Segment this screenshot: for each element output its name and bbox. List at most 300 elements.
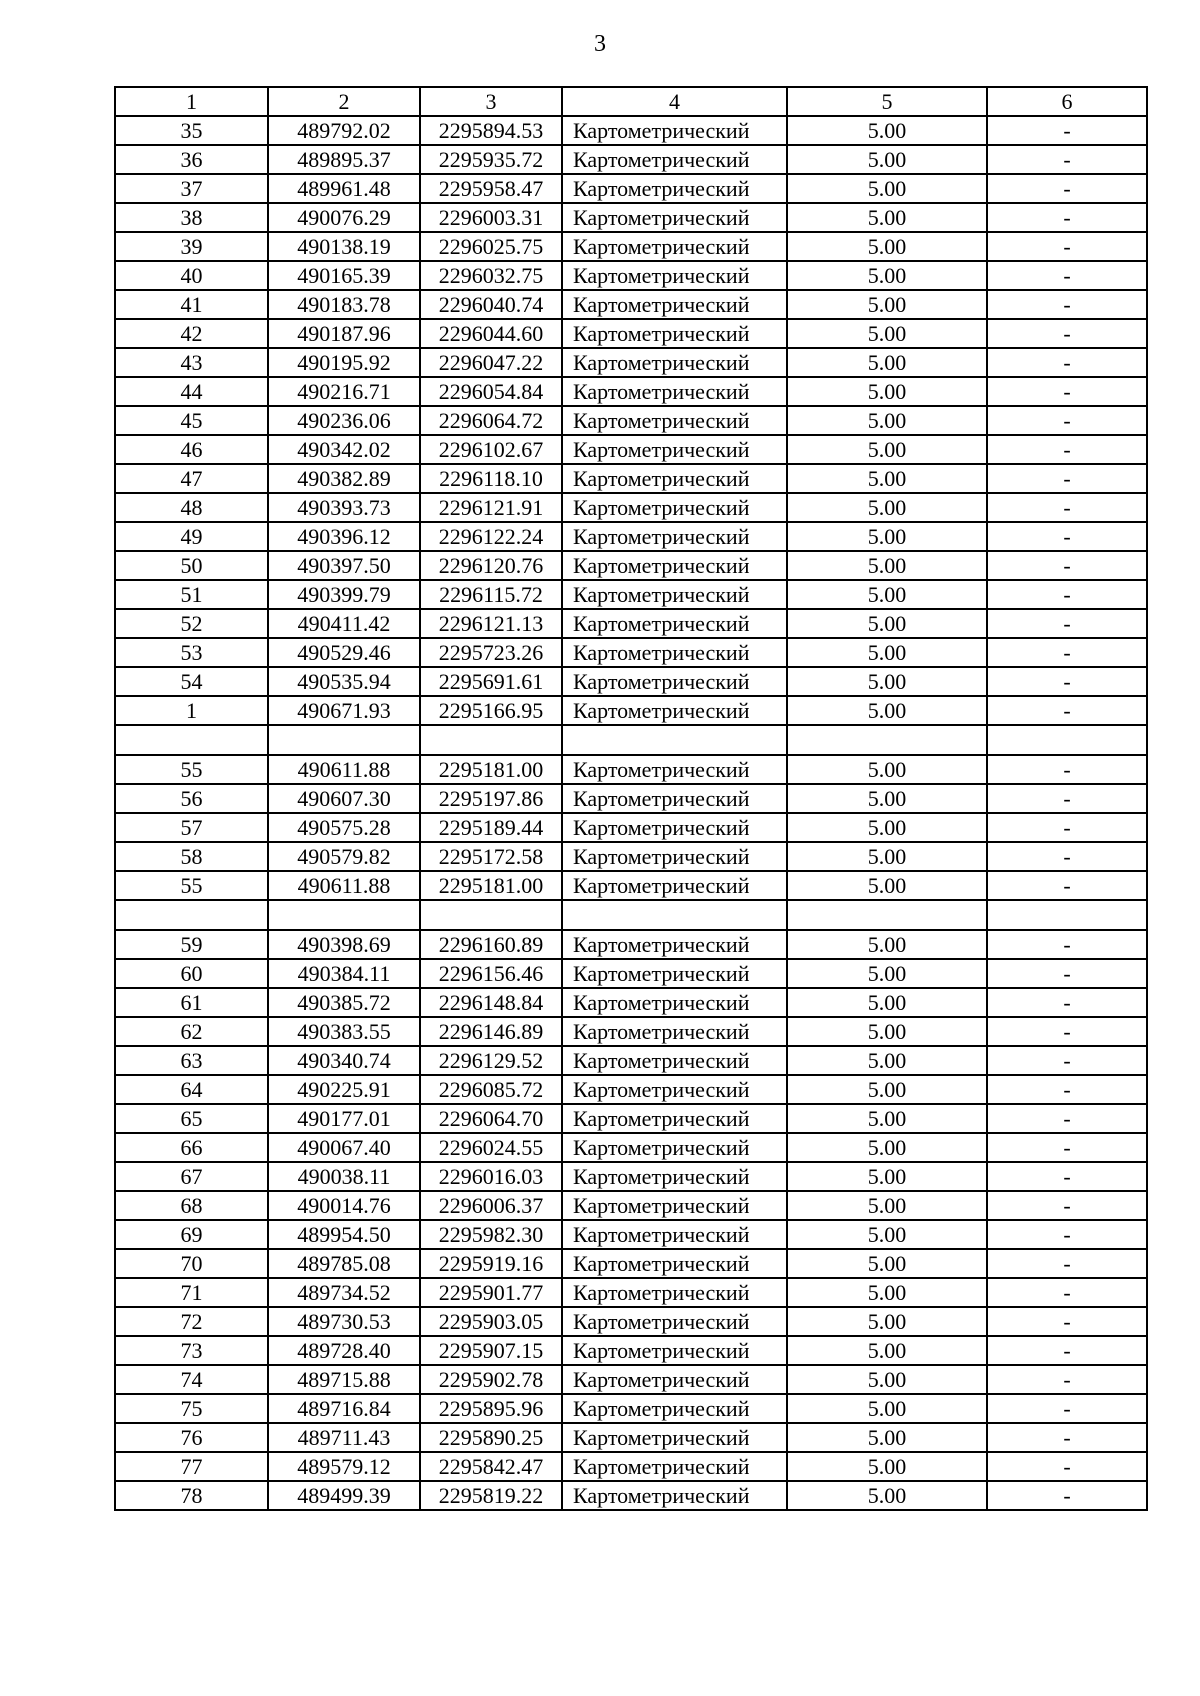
table-row <box>115 203 1147 232</box>
column-header: 6 <box>987 87 1147 116</box>
x-coordinate-cell: 490611.88 <box>268 871 420 900</box>
accuracy-cell: 5.00 <box>787 842 987 871</box>
point-number-cell: 1 <box>115 696 268 725</box>
description-cell: - <box>987 930 1147 959</box>
y-coordinate-cell: 2295901.77 <box>420 1278 562 1307</box>
header-row <box>115 87 1147 116</box>
method-cell: Картометрический <box>562 813 787 842</box>
method-cell: Картометрический <box>562 1278 787 1307</box>
point-number-cell: 66 <box>115 1133 268 1162</box>
x-coordinate-cell: 490195.92 <box>268 348 420 377</box>
accuracy-cell: 5.00 <box>787 435 987 464</box>
y-coordinate-cell: 2295919.16 <box>420 1249 562 1278</box>
x-coordinate-cell: 489792.02 <box>268 116 420 145</box>
x-coordinate-cell: 490398.69 <box>268 930 420 959</box>
point-number-cell: 77 <box>115 1452 268 1481</box>
method-cell: Картометрический <box>562 1017 787 1046</box>
table-row <box>115 1046 1147 1075</box>
y-coordinate-cell: 2296025.75 <box>420 232 562 261</box>
accuracy-cell: 5.00 <box>787 203 987 232</box>
point-number-cell: 64 <box>115 1075 268 1104</box>
method-cell: Картометрический <box>562 1307 787 1336</box>
y-coordinate-cell: 2296024.55 <box>420 1133 562 1162</box>
method-cell: Картометрический <box>562 232 787 261</box>
accuracy-cell: 5.00 <box>787 174 987 203</box>
point-number-cell: 71 <box>115 1278 268 1307</box>
description-cell: - <box>987 116 1147 145</box>
point-number-cell: 43 <box>115 348 268 377</box>
description-cell: - <box>987 493 1147 522</box>
point-number-cell: 75 <box>115 1394 268 1423</box>
point-number-cell: 78 <box>115 1481 268 1510</box>
y-coordinate-cell: 2296040.74 <box>420 290 562 319</box>
x-coordinate-cell: 490236.06 <box>268 406 420 435</box>
x-coordinate-cell: 490397.50 <box>268 551 420 580</box>
method-cell: Картометрический <box>562 1220 787 1249</box>
y-coordinate-cell: 2296129.52 <box>420 1046 562 1075</box>
method-cell <box>562 900 787 930</box>
y-coordinate-cell: 2296006.37 <box>420 1191 562 1220</box>
x-coordinate-cell: 490067.40 <box>268 1133 420 1162</box>
x-coordinate-cell <box>268 725 420 755</box>
point-number-cell: 42 <box>115 319 268 348</box>
point-number-cell: 62 <box>115 1017 268 1046</box>
x-coordinate-cell: 490396.12 <box>268 522 420 551</box>
accuracy-cell: 5.00 <box>787 609 987 638</box>
point-number-cell: 58 <box>115 842 268 871</box>
method-cell: Картометрический <box>562 1452 787 1481</box>
point-number-cell: 55 <box>115 755 268 784</box>
method-cell: Картометрический <box>562 1133 787 1162</box>
column-header: 1 <box>115 87 268 116</box>
separator-row <box>115 725 1147 755</box>
description-cell: - <box>987 784 1147 813</box>
table-row <box>115 290 1147 319</box>
method-cell: Картометрический <box>562 755 787 784</box>
table-row <box>115 784 1147 813</box>
point-number-cell: 52 <box>115 609 268 638</box>
accuracy-cell: 5.00 <box>787 1307 987 1336</box>
x-coordinate-cell <box>268 900 420 930</box>
method-cell: Картометрический <box>562 261 787 290</box>
description-cell: - <box>987 435 1147 464</box>
table-row <box>115 1452 1147 1481</box>
y-coordinate-cell: 2296118.10 <box>420 464 562 493</box>
description-cell: - <box>987 522 1147 551</box>
method-cell: Картометрический <box>562 1394 787 1423</box>
accuracy-cell: 5.00 <box>787 696 987 725</box>
y-coordinate-cell: 2295982.30 <box>420 1220 562 1249</box>
description-cell: - <box>987 1104 1147 1133</box>
accuracy-cell: 5.00 <box>787 1133 987 1162</box>
method-cell: Картометрический <box>562 435 787 464</box>
y-coordinate-cell: 2295819.22 <box>420 1481 562 1510</box>
method-cell: Картометрический <box>562 116 787 145</box>
method-cell: Картометрический <box>562 319 787 348</box>
x-coordinate-cell: 489728.40 <box>268 1336 420 1365</box>
table-row <box>115 755 1147 784</box>
x-coordinate-cell: 489785.08 <box>268 1249 420 1278</box>
x-coordinate-cell: 490579.82 <box>268 842 420 871</box>
accuracy-cell: 5.00 <box>787 1046 987 1075</box>
table-row <box>115 1249 1147 1278</box>
description-cell: - <box>987 871 1147 900</box>
x-coordinate-cell: 490399.79 <box>268 580 420 609</box>
method-cell: Картометрический <box>562 1191 787 1220</box>
table-row <box>115 116 1147 145</box>
description-cell: - <box>987 319 1147 348</box>
method-cell: Картометрический <box>562 842 787 871</box>
accuracy-cell: 5.00 <box>787 377 987 406</box>
accuracy-cell: 5.00 <box>787 1336 987 1365</box>
method-cell: Картометрический <box>562 871 787 900</box>
point-number-cell: 69 <box>115 1220 268 1249</box>
method-cell: Картометрический <box>562 696 787 725</box>
y-coordinate-cell: 2295894.53 <box>420 116 562 145</box>
method-cell: Картометрический <box>562 959 787 988</box>
table-row <box>115 667 1147 696</box>
accuracy-cell: 5.00 <box>787 784 987 813</box>
x-coordinate-cell: 490383.55 <box>268 1017 420 1046</box>
x-coordinate-cell: 490183.78 <box>268 290 420 319</box>
y-coordinate-cell: 2295197.86 <box>420 784 562 813</box>
accuracy-cell: 5.00 <box>787 522 987 551</box>
accuracy-cell: 5.00 <box>787 638 987 667</box>
accuracy-cell: 5.00 <box>787 1452 987 1481</box>
y-coordinate-cell: 2296085.72 <box>420 1075 562 1104</box>
point-number-cell: 73 <box>115 1336 268 1365</box>
description-cell: - <box>987 1046 1147 1075</box>
method-cell: Картометрический <box>562 406 787 435</box>
table-row <box>115 1162 1147 1191</box>
x-coordinate-cell: 490138.19 <box>268 232 420 261</box>
description-cell: - <box>987 348 1147 377</box>
method-cell: Картометрический <box>562 638 787 667</box>
accuracy-cell <box>787 725 987 755</box>
description-cell: - <box>987 1249 1147 1278</box>
accuracy-cell: 5.00 <box>787 493 987 522</box>
accuracy-cell: 5.00 <box>787 1423 987 1452</box>
point-number-cell: 51 <box>115 580 268 609</box>
accuracy-cell: 5.00 <box>787 1278 987 1307</box>
table-row <box>115 232 1147 261</box>
method-cell: Картометрический <box>562 145 787 174</box>
method-cell: Картометрический <box>562 1336 787 1365</box>
description-cell: - <box>987 203 1147 232</box>
y-coordinate-cell: 2296120.76 <box>420 551 562 580</box>
accuracy-cell: 5.00 <box>787 319 987 348</box>
accuracy-cell: 5.00 <box>787 667 987 696</box>
y-coordinate-cell: 2296044.60 <box>420 319 562 348</box>
accuracy-cell: 5.00 <box>787 406 987 435</box>
accuracy-cell <box>787 900 987 930</box>
y-coordinate-cell: 2296121.13 <box>420 609 562 638</box>
point-number-cell: 53 <box>115 638 268 667</box>
method-cell: Картометрический <box>562 609 787 638</box>
x-coordinate-cell: 489499.39 <box>268 1481 420 1510</box>
accuracy-cell: 5.00 <box>787 551 987 580</box>
description-cell: - <box>987 638 1147 667</box>
table-row <box>115 1017 1147 1046</box>
description-cell: - <box>987 1075 1147 1104</box>
point-number-cell: 70 <box>115 1249 268 1278</box>
method-cell: Картометрический <box>562 522 787 551</box>
point-number-cell: 49 <box>115 522 268 551</box>
description-cell: - <box>987 988 1147 1017</box>
y-coordinate-cell <box>420 725 562 755</box>
table-row <box>115 319 1147 348</box>
x-coordinate-cell: 489730.53 <box>268 1307 420 1336</box>
description-cell: - <box>987 1481 1147 1510</box>
y-coordinate-cell: 2295895.96 <box>420 1394 562 1423</box>
x-coordinate-cell: 489579.12 <box>268 1452 420 1481</box>
description-cell: - <box>987 696 1147 725</box>
method-cell: Картометрический <box>562 1423 787 1452</box>
x-coordinate-cell: 490384.11 <box>268 959 420 988</box>
accuracy-cell: 5.00 <box>787 813 987 842</box>
description-cell: - <box>987 174 1147 203</box>
x-coordinate-cell: 490076.29 <box>268 203 420 232</box>
point-number-cell: 38 <box>115 203 268 232</box>
description-cell: - <box>987 145 1147 174</box>
table-row <box>115 406 1147 435</box>
x-coordinate-cell: 490014.76 <box>268 1191 420 1220</box>
point-number-cell: 61 <box>115 988 268 1017</box>
method-cell: Картометрический <box>562 493 787 522</box>
y-coordinate-cell: 2296156.46 <box>420 959 562 988</box>
y-coordinate-cell: 2295189.44 <box>420 813 562 842</box>
x-coordinate-cell: 490216.71 <box>268 377 420 406</box>
table-row <box>115 871 1147 900</box>
table-row <box>115 959 1147 988</box>
table-row <box>115 464 1147 493</box>
table-row <box>115 493 1147 522</box>
accuracy-cell: 5.00 <box>787 988 987 1017</box>
point-number-cell: 48 <box>115 493 268 522</box>
accuracy-cell: 5.00 <box>787 1220 987 1249</box>
point-number-cell: 63 <box>115 1046 268 1075</box>
x-coordinate-cell: 489734.52 <box>268 1278 420 1307</box>
accuracy-cell: 5.00 <box>787 930 987 959</box>
x-coordinate-cell: 490038.11 <box>268 1162 420 1191</box>
table-row <box>115 1104 1147 1133</box>
accuracy-cell: 5.00 <box>787 755 987 784</box>
accuracy-cell: 5.00 <box>787 1394 987 1423</box>
point-number-cell: 72 <box>115 1307 268 1336</box>
y-coordinate-cell: 2295958.47 <box>420 174 562 203</box>
x-coordinate-cell: 490177.01 <box>268 1104 420 1133</box>
point-number-cell: 55 <box>115 871 268 900</box>
description-cell: - <box>987 1394 1147 1423</box>
y-coordinate-cell: 2295890.25 <box>420 1423 562 1452</box>
description-cell: - <box>987 1220 1147 1249</box>
method-cell: Картометрический <box>562 1365 787 1394</box>
coordinates-table <box>114 86 1148 1511</box>
description-cell: - <box>987 580 1147 609</box>
y-coordinate-cell: 2295723.26 <box>420 638 562 667</box>
y-coordinate-cell: 2295842.47 <box>420 1452 562 1481</box>
accuracy-cell: 5.00 <box>787 1191 987 1220</box>
description-cell: - <box>987 842 1147 871</box>
accuracy-cell: 5.00 <box>787 959 987 988</box>
table-row <box>115 1133 1147 1162</box>
method-cell: Картометрический <box>562 580 787 609</box>
description-cell: - <box>987 377 1147 406</box>
table-row <box>115 1365 1147 1394</box>
accuracy-cell: 5.00 <box>787 1017 987 1046</box>
method-cell: Картометрический <box>562 377 787 406</box>
method-cell: Картометрический <box>562 348 787 377</box>
point-number-cell: 57 <box>115 813 268 842</box>
point-number-cell <box>115 900 268 930</box>
description-cell: - <box>987 667 1147 696</box>
column-header: 4 <box>562 87 787 116</box>
point-number-cell: 68 <box>115 1191 268 1220</box>
point-number-cell: 54 <box>115 667 268 696</box>
y-coordinate-cell: 2295181.00 <box>420 871 562 900</box>
point-number-cell: 76 <box>115 1423 268 1452</box>
table-row <box>115 377 1147 406</box>
table-row <box>115 522 1147 551</box>
method-cell <box>562 725 787 755</box>
y-coordinate-cell: 2295903.05 <box>420 1307 562 1336</box>
point-number-cell: 60 <box>115 959 268 988</box>
description-cell: - <box>987 959 1147 988</box>
y-coordinate-cell: 2295935.72 <box>420 145 562 174</box>
y-coordinate-cell: 2296122.24 <box>420 522 562 551</box>
point-number-cell: 45 <box>115 406 268 435</box>
y-coordinate-cell: 2296003.31 <box>420 203 562 232</box>
x-coordinate-cell: 490529.46 <box>268 638 420 667</box>
description-cell: - <box>987 1162 1147 1191</box>
table-row <box>115 1191 1147 1220</box>
accuracy-cell: 5.00 <box>787 1075 987 1104</box>
description-cell: - <box>987 1307 1147 1336</box>
y-coordinate-cell: 2295166.95 <box>420 696 562 725</box>
accuracy-cell: 5.00 <box>787 464 987 493</box>
method-cell: Картометрический <box>562 930 787 959</box>
x-coordinate-cell: 490225.91 <box>268 1075 420 1104</box>
x-coordinate-cell: 490187.96 <box>268 319 420 348</box>
column-header: 5 <box>787 87 987 116</box>
method-cell: Картометрический <box>562 203 787 232</box>
x-coordinate-cell: 490535.94 <box>268 667 420 696</box>
table-row <box>115 435 1147 464</box>
method-cell: Картометрический <box>562 1481 787 1510</box>
point-number-cell: 56 <box>115 784 268 813</box>
table-row <box>115 638 1147 667</box>
table-row <box>115 1307 1147 1336</box>
accuracy-cell: 5.00 <box>787 261 987 290</box>
method-cell: Картометрический <box>562 174 787 203</box>
y-coordinate-cell: 2295691.61 <box>420 667 562 696</box>
y-coordinate-cell: 2295902.78 <box>420 1365 562 1394</box>
y-coordinate-cell: 2296054.84 <box>420 377 562 406</box>
method-cell: Картометрический <box>562 1249 787 1278</box>
y-coordinate-cell: 2296064.72 <box>420 406 562 435</box>
method-cell: Картометрический <box>562 290 787 319</box>
point-number-cell: 39 <box>115 232 268 261</box>
description-cell: - <box>987 406 1147 435</box>
description-cell <box>987 725 1147 755</box>
table-row <box>115 609 1147 638</box>
method-cell: Картометрический <box>562 1046 787 1075</box>
x-coordinate-cell: 490607.30 <box>268 784 420 813</box>
y-coordinate-cell: 2296121.91 <box>420 493 562 522</box>
table-row <box>115 1481 1147 1510</box>
x-coordinate-cell: 490342.02 <box>268 435 420 464</box>
description-cell: - <box>987 755 1147 784</box>
table-body <box>115 116 1147 1510</box>
y-coordinate-cell: 2295907.15 <box>420 1336 562 1365</box>
x-coordinate-cell: 489715.88 <box>268 1365 420 1394</box>
x-coordinate-cell: 490411.42 <box>268 609 420 638</box>
table-row <box>115 580 1147 609</box>
point-number-cell: 35 <box>115 116 268 145</box>
description-cell: - <box>987 1278 1147 1307</box>
method-cell: Картометрический <box>562 667 787 696</box>
table-row <box>115 348 1147 377</box>
y-coordinate-cell: 2296102.67 <box>420 435 562 464</box>
table-row <box>115 930 1147 959</box>
column-header: 3 <box>420 87 562 116</box>
accuracy-cell: 5.00 <box>787 1481 987 1510</box>
table-row <box>115 1075 1147 1104</box>
y-coordinate-cell: 2296016.03 <box>420 1162 562 1191</box>
method-cell: Картометрический <box>562 1104 787 1133</box>
description-cell: - <box>987 1017 1147 1046</box>
y-coordinate-cell: 2296032.75 <box>420 261 562 290</box>
method-cell: Картометрический <box>562 551 787 580</box>
table-row <box>115 551 1147 580</box>
description-cell: - <box>987 813 1147 842</box>
y-coordinate-cell <box>420 900 562 930</box>
x-coordinate-cell: 489716.84 <box>268 1394 420 1423</box>
method-cell: Картометрический <box>562 464 787 493</box>
table-row <box>115 696 1147 725</box>
separator-row <box>115 900 1147 930</box>
table-row <box>115 261 1147 290</box>
description-cell: - <box>987 1452 1147 1481</box>
description-cell: - <box>987 1336 1147 1365</box>
y-coordinate-cell: 2296047.22 <box>420 348 562 377</box>
point-number-cell: 40 <box>115 261 268 290</box>
x-coordinate-cell: 490165.39 <box>268 261 420 290</box>
y-coordinate-cell: 2296146.89 <box>420 1017 562 1046</box>
method-cell: Картометрический <box>562 988 787 1017</box>
description-cell: - <box>987 261 1147 290</box>
point-number-cell: 37 <box>115 174 268 203</box>
table-row <box>115 842 1147 871</box>
description-cell: - <box>987 1191 1147 1220</box>
point-number-cell: 47 <box>115 464 268 493</box>
method-cell: Картометрический <box>562 1162 787 1191</box>
table-row <box>115 1394 1147 1423</box>
point-number-cell: 41 <box>115 290 268 319</box>
method-cell: Картометрический <box>562 784 787 813</box>
description-cell: - <box>987 1365 1147 1394</box>
page-number: 3 <box>594 31 606 57</box>
description-cell: - <box>987 609 1147 638</box>
point-number-cell: 50 <box>115 551 268 580</box>
point-number-cell: 59 <box>115 930 268 959</box>
point-number-cell: 67 <box>115 1162 268 1191</box>
x-coordinate-cell: 489954.50 <box>268 1220 420 1249</box>
table-row <box>115 1220 1147 1249</box>
accuracy-cell: 5.00 <box>787 580 987 609</box>
table-row <box>115 1278 1147 1307</box>
point-number-cell <box>115 725 268 755</box>
